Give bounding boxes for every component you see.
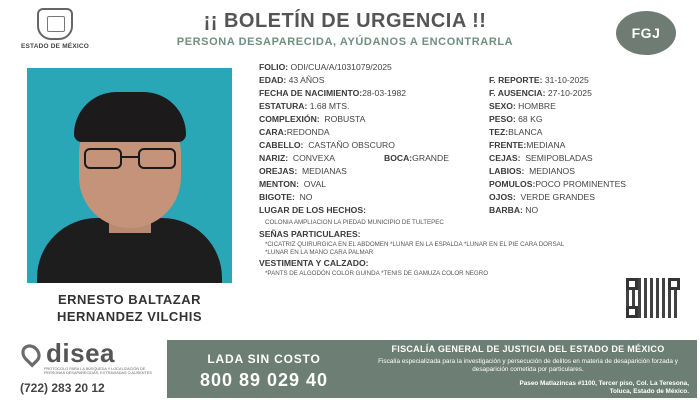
field-f-reporte: F. REPORTE: 31-10-2025 [489,75,589,85]
fiscalia-address-line1: Paseo Matlazincas #1100, Tercer piso, Col. La Teresona, [519,380,689,387]
odisea-tagline: PROTOCOLO PARA LA BÚSQUEDA Y LOCALIZACIÓN DE PERSONAS DESAPARECIDAS, EXTRAVIADAS O AUSENTES [44,367,152,376]
qr-code-icon[interactable] [626,278,680,318]
field-tez: TEZ:BLANCA [489,127,543,137]
field-fecha-nacimiento: FECHA DE NACIMIENTO:28-03-1982 [259,88,407,98]
field-estatura: ESTATURA: 1.68 MTS. [259,101,350,111]
field-cara: CARA:REDONDA [259,127,330,137]
field-menton: MENTON: OVAL [259,179,327,189]
field-senas-line2: *LUNAR EN LA MANO CARA PALMAR [265,249,374,256]
toll-free-block [189,352,339,391]
field-folio: FOLIO: ODI/CUA/A/1031079/2025 [259,62,392,72]
location-pin-icon [17,340,44,367]
fgj-logo [616,11,676,55]
contact-banner [167,340,697,398]
field-sexo: SEXO: HOMBRE [489,101,556,111]
odisea-phone[interactable]: (722) 283 20 12 [20,380,105,395]
field-barba: BARBA: NO [489,205,539,215]
fiscalia-block [367,344,689,396]
field-cejas: CEJAS: SEMIPOBLADAS [489,153,593,163]
fiscalia-title: FISCALÍA GENERAL DE JUSTICIA DEL ESTADO DE MÉXICO [391,344,665,354]
field-peso: PESO: 68 KG [489,114,543,124]
toll-free-number[interactable]: 800 89 029 40 [199,370,329,390]
bulletin-title-block [120,10,570,48]
field-nariz: NARIZ: CONVEXA [259,153,335,163]
missing-person-photo [27,68,232,283]
field-labios: LABIOS: MEDIANOS [489,166,575,176]
field-frente: FRENTE:MEDIANA [489,140,566,150]
odisea-wordmark: disea [46,338,115,368]
field-boca: BOCA:GRANDE [384,153,449,163]
field-pomulos: POMULOS:POCO PROMINENTES [489,179,627,189]
field-lugar-label: LUGAR DE LOS HECHOS: [259,205,366,215]
field-f-ausencia: F. AUSENCIA: 27-10-2025 [489,88,592,98]
field-vestimenta-label: VESTIMENTA Y CALZADO: [259,258,369,268]
photo-hair [74,92,186,142]
field-complexion: COMPLEXIÓN: ROBUSTA [259,114,366,124]
person-last-names: HERNANDEZ VILCHIS [56,309,202,324]
field-cabello: CABELLO: CASTAÑO OBSCURO [259,140,395,150]
footer [0,330,700,400]
fiscalia-description: Fiscalía especializada para la investigación y persecución de delitos en materia de desaparición forzada y desaparición cometida por particulares. [378,358,678,373]
bulletin-title: ¡¡ BOLETÍN DE URGENCIA !! [203,10,487,32]
field-senas-line1: *CICATRIZ QUIRURGICA EN EL ABDOMEN *LUNAR EN LA ESPALDA *LUNAR EN EL PIE CARA DORSAL [265,241,565,248]
estado-de-mexico-label: ESTADO DE MÉXICO [20,43,90,50]
field-senas-label: SEÑAS PARTICULARES: [259,229,361,239]
person-first-names: ERNESTO BALTAZAR [57,292,202,307]
field-orejas: OREJAS: MEDIANAS [259,166,347,176]
odisea-logo [20,338,170,395]
coat-of-arms-icon [37,8,73,40]
header [0,0,700,62]
field-edad: EDAD: 43 AÑOS [259,75,325,85]
field-lugar-value: COLONIA AMPLIACION LA PIEDAD MUNICIPIO DE TULTEPEC [265,219,444,226]
person-name [27,291,232,325]
field-ojos: OJOS: VERDE GRANDES [489,192,596,202]
toll-free-label: LADA SIN COSTO [207,352,321,366]
field-vestimenta-value: *PANTS DE ALGODÓN COLOR GUINDA *TENIS DE GAMUZA COLOR NEGRO [265,270,489,277]
fiscalia-address-line2: Toluca, Estado de México. [609,388,689,395]
field-bigote: BIGOTE: NO [259,192,313,202]
fgj-logo-text: FGJ [631,25,661,41]
bulletin-subtitle: PERSONA DESAPARECIDA, AYÚDANOS A ENCONTRARLA [176,36,514,48]
glasses-icon [84,148,176,170]
estado-de-mexico-logo [14,8,96,50]
